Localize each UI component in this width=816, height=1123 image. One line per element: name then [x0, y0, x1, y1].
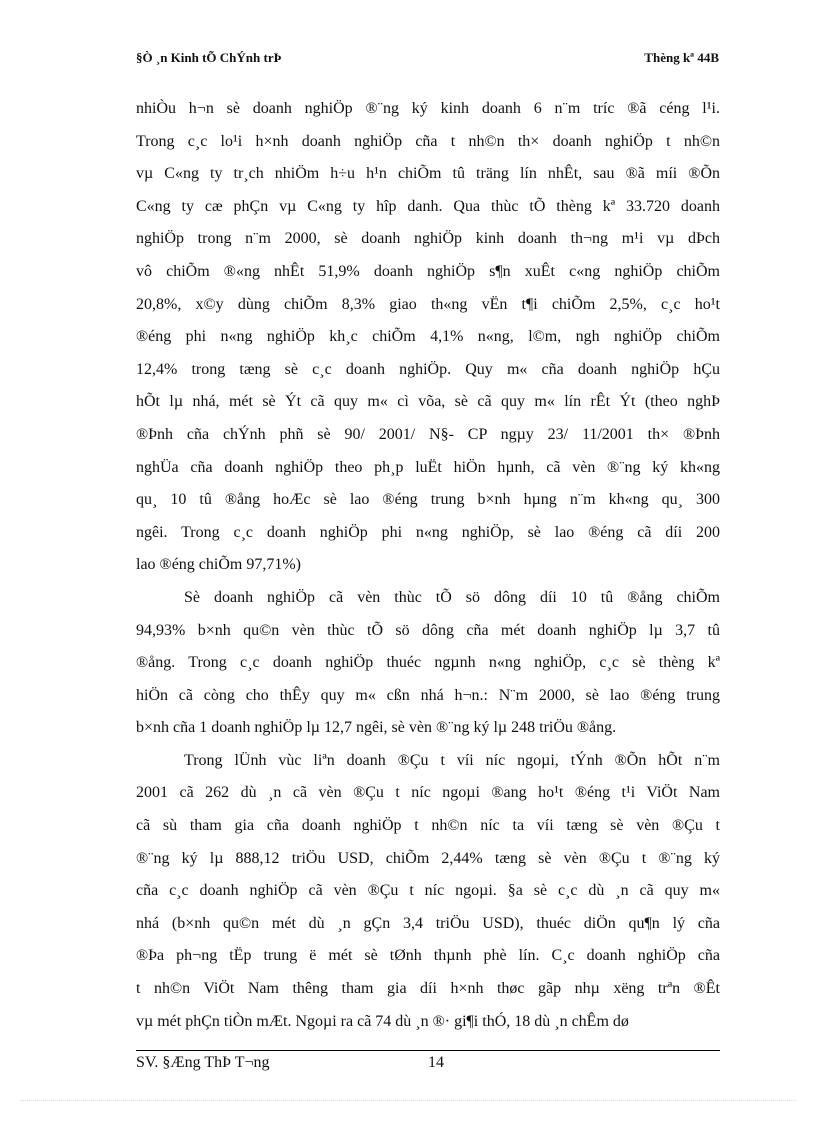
- page-header: [136, 50, 719, 70]
- text-line: 94,93% b×nh qu©n vèn thùc tÕ sö dông cña mét doanh nghiÖp lµ 3,7 tû: [136, 621, 720, 639]
- text-line: nhiÒu h¬n sè doanh nghiÖp ®¨ng ký kinh doanh 6 n¨m tríc ®ã céng l¹i.: [136, 100, 720, 117]
- page-footer: [136, 1054, 720, 1076]
- text-line: vµ C«ng ty tr¸ch nhiÖm h÷u h¹n chiÕm tû träng lín nhÊt, sau ®ã míi ®Õn: [136, 165, 720, 183]
- header-course-title: §Ò ¸n Kinh tÕ ChÝnh trÞ: [136, 50, 282, 65]
- paragraph: [136, 93, 720, 582]
- text-line: cña c¸c doanh nghiÖp cã vèn ®Çu t níc ngoµi. §a sè c¸c dù ¸n cã quy m«: [136, 882, 720, 900]
- text-line: t nh©n ViÖt Nam thêng tham gia díi h×nh thøc gãp nhµ xëng trªn ®Êt: [136, 980, 720, 998]
- text-line: 12,4% trong tæng sè c¸c doanh nghiÖp. Quy m« cña doanh nghiÖp hÇu: [136, 360, 720, 378]
- document-body: [136, 93, 720, 1038]
- text-line: vµ mét phÇn tiÒn mÆt. Ngoµi ra cã 74 dù ¸n ®· gi¶i thÓ, 18 dù ¸n chÊm dø: [136, 1012, 629, 1030]
- text-line: lao ®éng chiÕm 97,71%): [136, 556, 302, 574]
- text-line: ngêi. Trong c¸c doanh nghiÖp phi n«ng nghiÖp, sè lao ®éng cã díi 200: [136, 523, 720, 541]
- text-line: 2001 cã 262 dù ¸n cã vèn ®Çu t níc ngoµi ®ang ho¹t ®éng t¹i ViÖt Nam: [136, 784, 720, 802]
- text-line: Trong c¸c lo¹i h×nh doanh nghiÖp cña t nh©n th× doanh nghiÖp t nh©n: [136, 132, 720, 150]
- text-line: nhá (b×nh qu©n mét dù ¸n gÇn 3,4 triÖu USD), thuéc diÖn qu¶n lý cña: [136, 914, 720, 932]
- text-line: nghiÖp trong n¨m 2000, sè doanh nghiÖp kinh doanh th¬ng m¹i vµ dÞch: [136, 230, 720, 248]
- page-number: 14: [428, 1054, 444, 1071]
- header-class-name: Thèng kª 44B: [644, 50, 719, 65]
- footer-author: SV. §Æng ThÞ T¬ng: [136, 1054, 270, 1071]
- text-line: b×nh cña 1 doanh nghiÖp lµ 12,7 ngêi, sè vèn ®¨ng ký lµ 248 triÖu ®ång.: [136, 719, 617, 737]
- footer-divider: [136, 1050, 720, 1051]
- page-edge-divider: [20, 1100, 796, 1101]
- text-line: Sè doanh nghiÖp cã vèn thùc tÕ sö dông díi 10 tû ®ång chiÕm: [184, 588, 720, 606]
- text-line: Trong lÜnh vùc liªn doanh ®Çu t víi níc ngoµi, tÝnh ®Õn hÕt n¨m: [184, 751, 720, 769]
- text-line: ®¨ng ký lµ 888,12 triÖu USD, chiÕm 2,44% tæng sè vèn ®Çu t ®¨ng ký: [136, 849, 720, 867]
- text-line: qu¸ 10 tû ®ång hoÆc sè lao ®éng trung b×nh hµng n¨m kh«ng qu¸ 300: [136, 491, 720, 509]
- text-line: ®Þa ph¬ng tËp trung ë mét sè tØnh thµnh phè lín. C¸c doanh nghiÖp cña: [136, 947, 720, 965]
- text-line: hÕt lµ nhá, mét sè Ýt cã quy m« cì võa, sè cã quy m« lín rÊt Ýt (theo nghÞ: [136, 393, 720, 411]
- text-line: nghÜa cña doanh nghiÖp theo ph¸p luËt hiÖn hµnh, cã vèn ®¨ng ký kh«ng: [136, 458, 720, 476]
- paragraph: [136, 582, 720, 745]
- paragraph: [136, 745, 720, 1038]
- text-line: hiÖn cã còng cho thÊy quy m« cßn nhá h¬n.: N¨m 2000, sè lao ®éng trung: [136, 686, 720, 704]
- text-line: ®Þnh cña chÝnh phñ sè 90/ 2001/ N§- CP ngµy 23/ 11/2001 th× ®Þnh: [136, 425, 720, 443]
- text-line: ®ång. Trong c¸c doanh nghiÖp thuéc ngµnh n«ng nghiÖp, c¸c sè thèng kª: [136, 654, 720, 672]
- text-line: C«ng ty cæ phÇn vµ C«ng ty hîp danh. Qua thùc tÕ thèng kª 33.720 doanh: [136, 197, 720, 215]
- text-line: 20,8%, x©y dùng chiÕm 8,3% giao th«ng vËn t¶i chiÕm 2,5%, c¸c ho¹t: [136, 295, 720, 313]
- text-line: vô chiÕm ®«ng nhÊt 51,9% doanh nghiÖp s¶n xuÊt c«ng nghiÖp chiÕm: [136, 262, 720, 280]
- text-line: ®éng phi n«ng nghiÖp kh¸c chiÕm 4,1% n«ng, l©m, ngh nghiÖp chiÕm: [136, 328, 720, 346]
- text-line: cã sù tham gia cña doanh nghiÖp t nh©n níc ta víi tæng sè vèn ®Çu t: [136, 817, 720, 835]
